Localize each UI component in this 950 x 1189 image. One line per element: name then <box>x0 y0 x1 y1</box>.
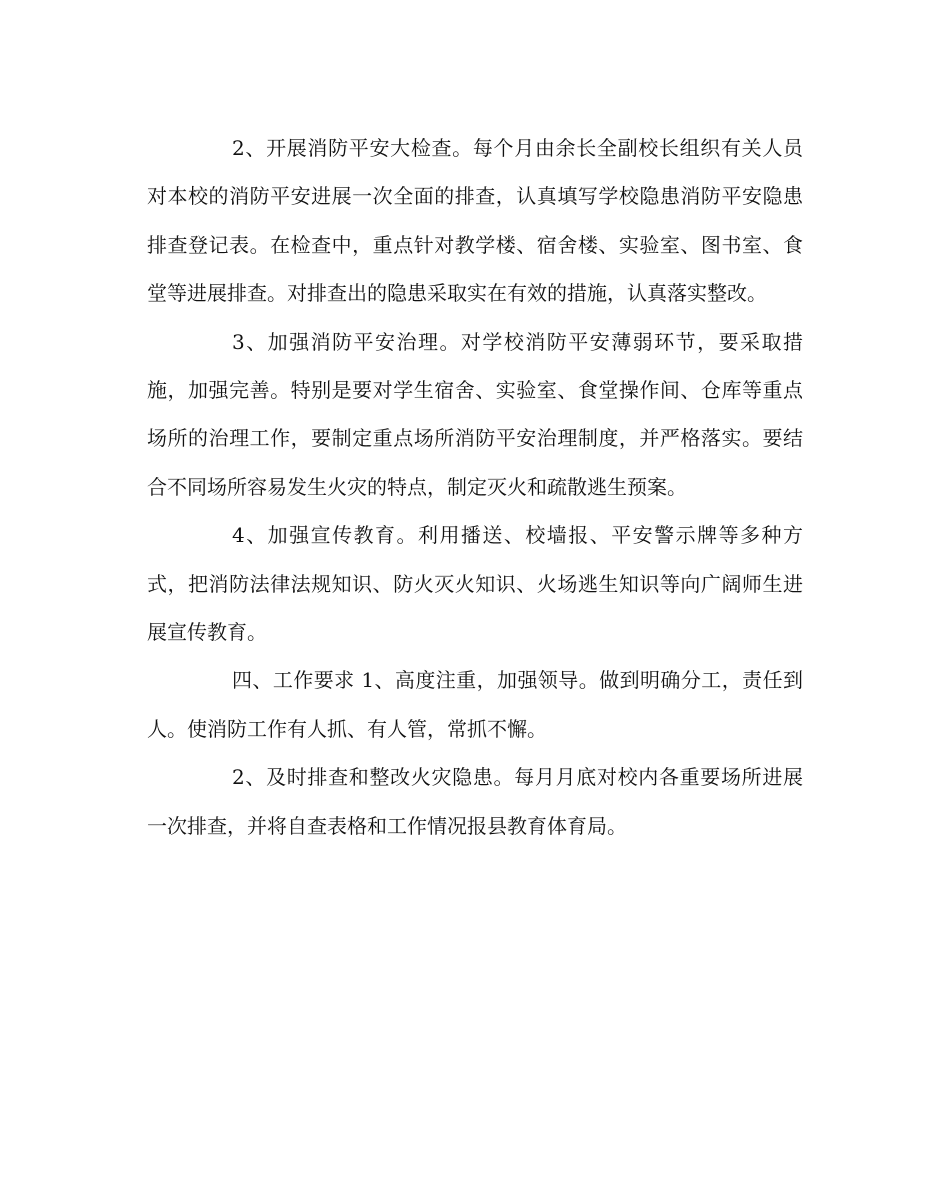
paragraph-fire-safety-management: 3、加强消防平安治理。对学校消防平安薄弱环节，要采取措施，加强完善。特别是要对学生宿舍、实验室、食堂操作间、仓库等重点场所的治理工作，要制定重点场所消防平安治理制度，并严格落实。要结合不同场所容易发生火灾的特点，制定灭火和疏散逃生预案。 <box>147 329 803 499</box>
document-body <box>147 124 803 850</box>
paragraph-publicity-education: 4、加强宣传教育。利用播送、校墙报、平安警示牌等多种方式，把消防法律法规知识、防火灭火知识、火场逃生知识等向广阔师生进展宣传教育。 <box>147 523 803 645</box>
paragraph-work-requirements: 四、工作要求 1、高度注重，加强领导。做到明确分工，责任到人。使消防工作有人抓、有人管，常抓不懈。 <box>147 668 803 741</box>
paragraph-fire-safety-inspection: 2、开展消防平安大检查。每个月由余长全副校长组织有关人员对本校的消防平安进展一次全面的排查，认真填写学校隐患消防平安隐患排查登记表。在检查中，重点针对教学楼、宿舍楼、实验室、图书室、食堂等进展排查。对排查出的隐患采取实在有效的措施，认真落实整改。 <box>147 136 803 306</box>
paragraph-hazard-rectification: 2、及时排查和整改火灾隐患。每月月底对校内各重要场所进展一次排查，并将自查表格和工作情况报县教育体育局。 <box>147 765 803 838</box>
